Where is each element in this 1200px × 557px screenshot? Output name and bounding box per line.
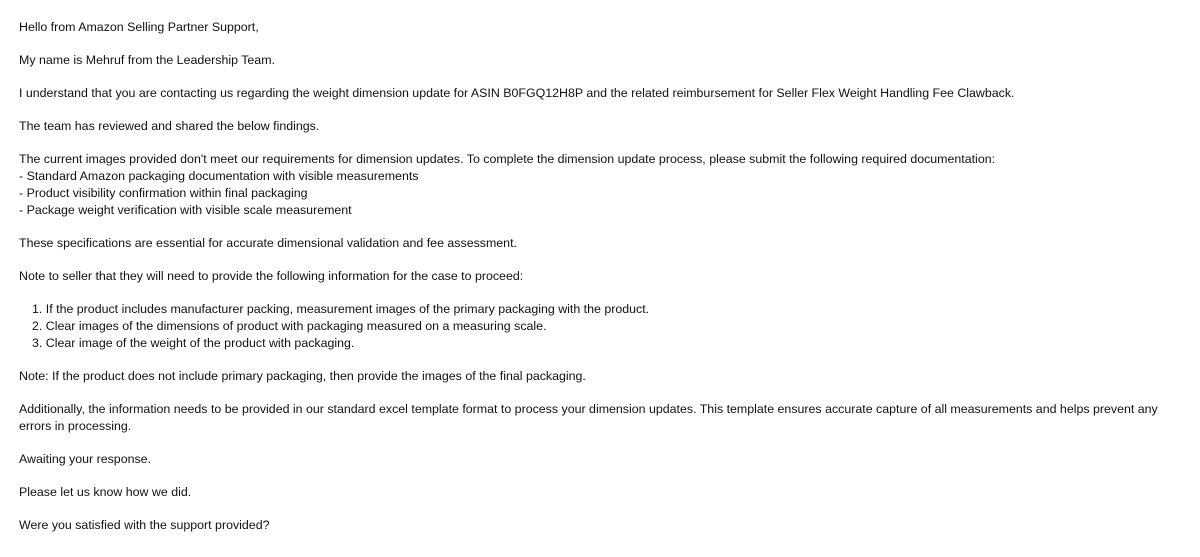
feedback-prompt-text: Please let us know how we did. [19, 485, 192, 499]
understanding-text: I understand that you are contacting us regarding the weight dimension update for ASIN B0FGQ12H8P and the related reimbursement for Seller Flex Weight Handling Fee Clawback. [19, 86, 1015, 100]
note-primary-packaging-text: Note: If the product does not include primary packaging, then provide the images of the final packaging. [19, 369, 586, 383]
additionally-text: Additionally, the information needs to be provided in our standard excel template format to process your dimension updates. This template ensures accurate capture of all measurements and helps prevent any errors in processing. [19, 402, 1158, 433]
requirements-block [19, 151, 1182, 219]
list-number: 2. [32, 319, 43, 333]
list-item-text: Clear image of the weight of the product with packaging. [45, 336, 355, 350]
requirement-item: - Standard Amazon packaging documentation with visible measurements [19, 169, 419, 183]
list-item-text: Clear images of the dimensions of product with packaging measured on a measuring scale. [45, 319, 547, 333]
awaiting-text: Awaiting your response. [19, 452, 152, 466]
note-to-seller-text: Note to seller that they will need to provide the following information for the case to proceed: [19, 269, 524, 283]
specifications-text: These specifications are essential for accurate dimensional validation and fee assessment. [19, 236, 517, 250]
list-item-text: If the product includes manufacturer packing, measurement images of the primary packaging with the product. [45, 302, 650, 316]
numbered-list [19, 301, 1182, 352]
requirements-lead: The current images provided don't meet our requirements for dimension updates. To complete the dimension update process, please submit the following required documentation: [19, 152, 996, 166]
intro-text: My name is Mehruf from the Leadership Team. [19, 53, 275, 67]
numbered-list-item [32, 301, 1182, 318]
satisfaction-question-text: Were you satisfied with the support provided? [19, 518, 270, 532]
requirement-item: - Product visibility confirmation within final packaging [19, 186, 308, 200]
numbered-list-item [32, 318, 1182, 335]
greeting-text: Hello from Amazon Selling Partner Support, [19, 20, 259, 34]
numbered-list-item [32, 335, 1182, 352]
list-number: 3. [32, 336, 43, 350]
list-number: 1. [32, 302, 43, 316]
requirement-item: - Package weight verification with visible scale measurement [19, 203, 352, 217]
reviewed-text: The team has reviewed and shared the below findings. [19, 119, 320, 133]
